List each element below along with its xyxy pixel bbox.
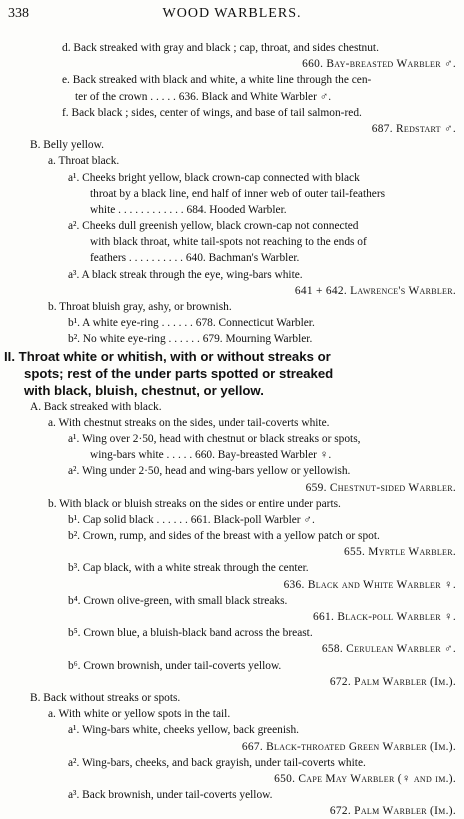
text-line: B. Back without streaks or spots. <box>30 691 181 704</box>
text-line: a³. Back brownish, under tail-coverts yellow. <box>68 789 273 802</box>
text-line: 659. Chestnut-sided Warbler. <box>305 481 456 494</box>
text-line: a³. A black streak through the eye, wing-bars white. <box>68 268 303 281</box>
text-line: spots; rest of the under parts spotted or streaked <box>24 365 334 381</box>
text-line: a¹. Wing over 2·50, head with chestnut or black streaks or spots, <box>68 432 361 445</box>
text-line: 672. Palm Warbler (Im.). <box>329 805 456 818</box>
text-line: wing-bars white . . . . . 660. Bay-breasted Warbler ♀. <box>90 449 332 462</box>
text-line: with black, bluish, chestnut, or yellow. <box>24 382 264 398</box>
text-line: 636. Black and White Warbler ♀. <box>283 578 456 591</box>
text-line: ter of the crown . . . . . 636. Black and White Warbler ♂. <box>75 90 332 103</box>
text-line: A. Back streaked with black. <box>30 400 162 413</box>
text-line: b¹. A white eye-ring . . . . . . 678. Connecticut Warbler. <box>68 317 315 330</box>
text-line: 658. Cerulean Warbler ♂. <box>321 643 456 656</box>
page-number: 338 <box>8 6 29 21</box>
text-line: a. With chestnut streaks on the sides, under tail-coverts white. <box>48 416 330 429</box>
text-line: 650. Cape May Warbler (♀ and im.). <box>274 772 456 785</box>
text-line: b². No white eye-ring . . . . . . 679. Mourning Warbler. <box>68 333 313 346</box>
page-header <box>0 6 464 26</box>
text-line: throat by a black line, end half of inner web of outer tail-feathers <box>90 187 386 200</box>
text-line: feathers . . . . . . . . . . 640. Bachman's Warbler. <box>90 252 300 265</box>
text-line: b¹. Cap solid black . . . . . . 661. Black-poll Warbler ♂. <box>68 513 315 526</box>
text-line: 641 + 642. Lawrence's Warbler. <box>294 284 456 297</box>
text-line: 667. Black-throated Green Warbler (Im.). <box>241 740 456 753</box>
text-line: a¹. Cheeks bright yellow, black crown-cap connected with black <box>68 171 360 184</box>
text-line: B. Belly yellow. <box>30 139 104 152</box>
text-line: a². Wing under 2·50, head and wing-bars yellow or yellowish. <box>68 465 351 478</box>
running-title: WOOD WARBLERS. <box>162 6 302 21</box>
text-line: b. Throat bluish gray, ashy, or brownish. <box>48 301 232 313</box>
text-line: e. Back streaked with black and white, a white line through the cen- <box>62 74 372 87</box>
text-line: a². Wing-bars, cheeks, and back grayish, under tail-coverts white. <box>68 756 366 769</box>
text-line: d. Back streaked with gray and black ; cap, throat, and sides chestnut. <box>62 42 379 54</box>
text-line: a². Cheeks dull greenish yellow, black crown-cap not connected <box>68 220 359 233</box>
text-line: 672. Palm Warbler (Im.). <box>329 675 456 688</box>
text-line: a. Throat black. <box>48 155 120 168</box>
text-line: II. Throat white or whitish, with or without streaks or <box>4 348 331 364</box>
text-line: white . . . . . . . . . . . . 684. Hooded Warbler. <box>90 203 287 216</box>
text-line: 655. Myrtle Warbler. <box>343 546 456 559</box>
text-line: b⁴. Crown olive-green, with small black streaks. <box>68 594 288 607</box>
text-line: b⁶. Crown brownish, under tail-coverts yellow. <box>68 659 282 672</box>
text-line: 660. Bay-breasted Warbler ♂. <box>302 58 456 71</box>
text-line: b³. Cap black, with a white streak through the center. <box>68 562 309 575</box>
text-line: f. Back black ; sides, center of wings, and base of tail salmon-red. <box>62 106 362 119</box>
key-text <box>0 40 464 819</box>
text-line: b. With black or bluish streaks on the sides or entire under parts. <box>48 497 341 510</box>
text-line: b². Crown, rump, and sides of the breast with a yellow patch or spot. <box>68 530 380 543</box>
text-line: b⁵. Crown blue, a bluish-black band across the breast. <box>68 627 313 640</box>
text-line: a. With white or yellow spots in the tail. <box>48 708 231 721</box>
text-line: a¹. Wing-bars white, cheeks yellow, back greenish. <box>68 724 300 737</box>
text-line: 687. Redstart ♂. <box>371 122 456 135</box>
text-line: 661. Black-poll Warbler ♀. <box>313 611 456 623</box>
text-line: with black throat, white tail-spots not reaching to the ends of <box>90 236 367 249</box>
